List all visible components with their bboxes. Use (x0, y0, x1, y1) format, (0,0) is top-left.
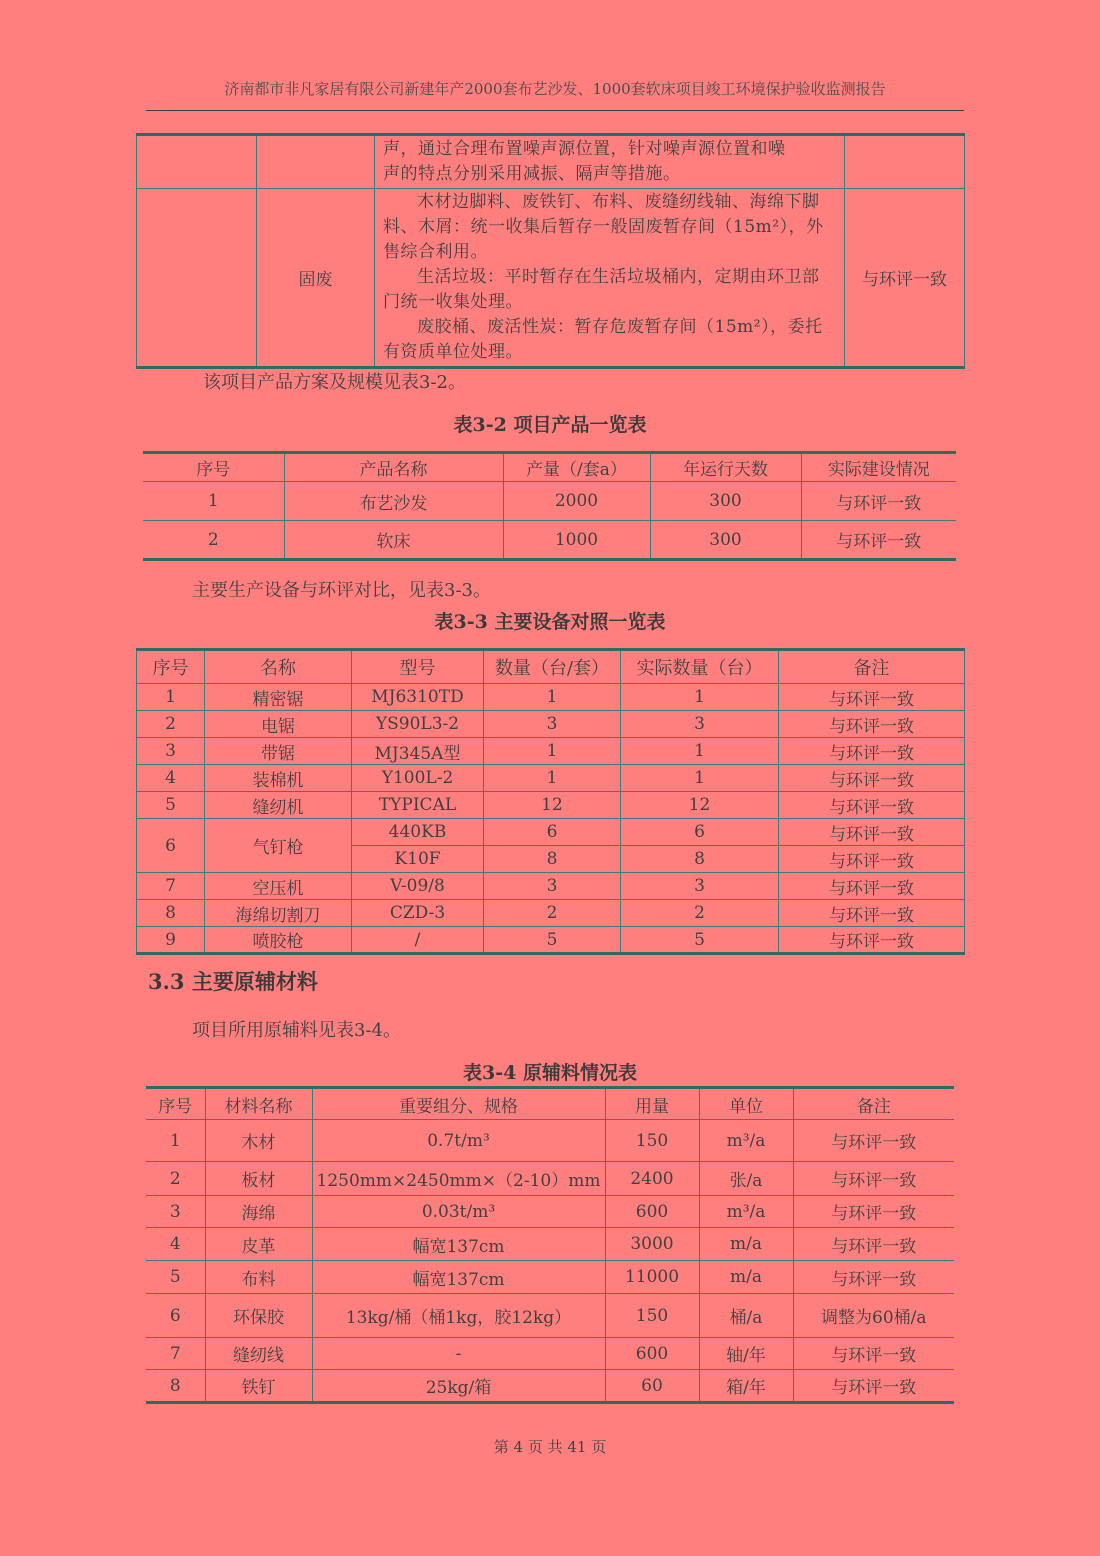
cell: 2 (621, 900, 779, 927)
cell: 与环评一致 (793, 1228, 954, 1261)
cell: 3 (621, 711, 779, 738)
intro-table-3-2: 该项目产品方案及规模见表3-2。 (203, 372, 466, 393)
cell: 与环评一致 (793, 1261, 954, 1294)
noise-measures-text (375, 135, 845, 189)
table-row (137, 738, 965, 765)
cell: MJ345A型 (352, 738, 484, 765)
empty-cell (845, 135, 965, 189)
cell: 25kg/箱 (312, 1370, 605, 1403)
cell: 0.7t/m³ (312, 1120, 605, 1162)
cell: 软床 (284, 521, 503, 560)
cell: 1 (143, 482, 284, 521)
header-cell: 产品名称 (284, 453, 503, 482)
table-row (137, 927, 965, 954)
cell: 1 (484, 738, 621, 765)
cell: 箱/年 (699, 1370, 793, 1403)
header-cell: 序号 (146, 1088, 205, 1120)
table-row (146, 1120, 954, 1162)
cell: 8 (137, 900, 205, 927)
cell: 与环评一致 (801, 521, 956, 560)
cell: m³/a (699, 1120, 793, 1162)
cell: 1 (137, 684, 205, 711)
cell: 带锯 (205, 738, 352, 765)
cell: K10F (352, 846, 484, 873)
cell: 3 (137, 738, 205, 765)
cell: 0.03t/m³ (312, 1196, 605, 1228)
cell: 2 (484, 900, 621, 927)
measures-table-continuation (136, 133, 965, 369)
cell: 张/a (699, 1162, 793, 1196)
materials-table (146, 1086, 954, 1404)
table-row (137, 711, 965, 738)
cell: 电锯 (205, 711, 352, 738)
cell: 5 (621, 927, 779, 954)
table-row (137, 900, 965, 927)
cell: 60 (605, 1370, 699, 1403)
cell: 2000 (503, 482, 650, 521)
intro-table-3-3: 主要生产设备与环评对比，见表3-3。 (192, 580, 491, 601)
table-row (137, 765, 965, 792)
table-3-3-caption: 表3-3 主要设备对照一览表 (434, 611, 666, 633)
cell: 3 (484, 711, 621, 738)
cell: 2400 (605, 1162, 699, 1196)
cell: 150 (605, 1294, 699, 1338)
cell: 与环评一致 (801, 482, 956, 521)
cell: - (312, 1338, 605, 1370)
cell: 6 (146, 1294, 205, 1338)
cell: 与环评一致 (779, 900, 965, 927)
cell: 与环评一致 (779, 846, 965, 873)
products-table (143, 451, 956, 561)
cell: 与环评一致 (793, 1162, 954, 1196)
table-row (146, 1261, 954, 1294)
cell: 5 (146, 1261, 205, 1294)
cell: 1 (621, 684, 779, 711)
cell: 幅宽137cm (312, 1228, 605, 1261)
table-header-row (146, 1088, 954, 1120)
cell: 3000 (605, 1228, 699, 1261)
cell: 布料 (205, 1261, 312, 1294)
cell: 7 (137, 873, 205, 900)
table-row (146, 1294, 954, 1338)
cell: 1 (621, 765, 779, 792)
cell: 木材 (205, 1120, 312, 1162)
cell: 600 (605, 1196, 699, 1228)
cell: 8 (621, 846, 779, 873)
text-paragraph: 废胶桶、废活性炭：暂存危废暂存间（15m²），委托有资质单位处理。 (383, 317, 823, 362)
text-paragraph: 木材边脚料、废铁钉、布料、废缝纫线轴、海绵下脚料、木屑：统一收集后暂存一般固废暂存间（15m²），外售综合利用。 (383, 192, 824, 262)
section-heading-3-3: 3.3 主要原辅材料 (148, 969, 318, 994)
cell: 300 (650, 521, 801, 560)
cell: 海绵切割刀 (205, 900, 352, 927)
cell: 与环评一致 (793, 1120, 954, 1162)
header-cell: 序号 (143, 453, 284, 482)
cell: 1 (621, 738, 779, 765)
header-cell: 数量（台/套） (484, 650, 621, 684)
cell: 6 (621, 819, 779, 846)
cell: 1250mm×2450mm×（2-10）mm (312, 1162, 605, 1196)
cell: 精密锯 (205, 684, 352, 711)
table-header-row (137, 650, 965, 684)
empty-cell (137, 135, 257, 189)
table-header-row (143, 453, 956, 482)
cell: 调整为60桶/a (793, 1294, 954, 1338)
header-cell: 实际建设情况 (801, 453, 956, 482)
cell: 5 (484, 927, 621, 954)
cell: 12 (484, 792, 621, 819)
cell: 气钉枪 (205, 819, 352, 873)
cell: 与环评一致 (779, 819, 965, 846)
cell: 布艺沙发 (284, 482, 503, 521)
cell: 8 (146, 1370, 205, 1403)
solid-waste-measures (375, 189, 845, 368)
cell: CZD-3 (352, 900, 484, 927)
cell: 13kg/桶（桶1kg，胶12kg） (312, 1294, 605, 1338)
cell: Y100L-2 (352, 765, 484, 792)
table-row (143, 482, 956, 521)
header-cell: 名称 (205, 650, 352, 684)
cell: 6 (484, 819, 621, 846)
cell: 板材 (205, 1162, 312, 1196)
header-cell: 重要组分、规格 (312, 1088, 605, 1120)
cell: 环保胶 (205, 1294, 312, 1338)
cell: 喷胶枪 (205, 927, 352, 954)
header-cell: 备注 (779, 650, 965, 684)
cell: 空压机 (205, 873, 352, 900)
equipment-table (136, 648, 965, 955)
cell: 与环评一致 (779, 711, 965, 738)
header-cell: 年运行天数 (650, 453, 801, 482)
header-cell: 单位 (699, 1088, 793, 1120)
cell: 12 (621, 792, 779, 819)
cell: 2 (143, 521, 284, 560)
cell: 8 (484, 846, 621, 873)
cell: 3 (146, 1196, 205, 1228)
cell: 缝纫机 (205, 792, 352, 819)
header-cell: 备注 (793, 1088, 954, 1120)
cell: 缝纫线 (205, 1338, 312, 1370)
cell: 1 (484, 765, 621, 792)
solid-waste-result: 与环评一致 (845, 189, 965, 368)
cell: 150 (605, 1120, 699, 1162)
table-row (146, 1338, 954, 1370)
text-line: 声的特点分别采用减振、隔声等措施。 (383, 164, 681, 184)
cell: TYPICAL (352, 792, 484, 819)
table-row (146, 1196, 954, 1228)
table-row (137, 684, 965, 711)
cell: / (352, 927, 484, 954)
header-cell: 实际数量（台） (621, 650, 779, 684)
cell: 与环评一致 (793, 1338, 954, 1370)
cell: V-09/8 (352, 873, 484, 900)
cell: 2 (137, 711, 205, 738)
text-line: 声，通过合理布置噪声源位置，针对噪声源位置和噪 (383, 139, 786, 159)
table-row (137, 873, 965, 900)
cell: 6 (137, 819, 205, 873)
table-row (143, 521, 956, 560)
header-cell: 用量 (605, 1088, 699, 1120)
empty-cell (137, 189, 257, 368)
cell: 与环评一致 (779, 792, 965, 819)
table-row (146, 1228, 954, 1261)
cell: 2 (146, 1162, 205, 1196)
cell: 3 (621, 873, 779, 900)
cell: YS90L3-2 (352, 711, 484, 738)
table-row (137, 792, 965, 819)
text-paragraph: 生活垃圾：平时暂存在生活垃圾桶内，定期由环卫部门统一收集处理。 (383, 267, 820, 312)
cell: 与环评一致 (779, 873, 965, 900)
empty-cell (257, 135, 375, 189)
cell: 与环评一致 (779, 738, 965, 765)
cell: 与环评一致 (793, 1370, 954, 1403)
cell: 与环评一致 (779, 927, 965, 954)
cell: 桶/a (699, 1294, 793, 1338)
cell: 1000 (503, 521, 650, 560)
cell: 300 (650, 482, 801, 521)
table-row (137, 819, 965, 846)
cell: m³/a (699, 1196, 793, 1228)
cell: 3 (484, 873, 621, 900)
table-3-4-caption: 表3-4 原辅料情况表 (463, 1062, 637, 1084)
intro-table-3-4: 项目所用原辅料见表3-4。 (192, 1020, 401, 1041)
cell: 440KB (352, 819, 484, 846)
cell: m/a (699, 1261, 793, 1294)
cell: 轴/年 (699, 1338, 793, 1370)
cell: 与环评一致 (793, 1196, 954, 1228)
cell: 幅宽137cm (312, 1261, 605, 1294)
table-row (146, 1162, 954, 1196)
cell: 与环评一致 (779, 684, 965, 711)
cell: 11000 (605, 1261, 699, 1294)
cell: 1 (146, 1120, 205, 1162)
header-cell: 型号 (352, 650, 484, 684)
table-row (146, 1370, 954, 1403)
page-header: 济南都市非凡家居有限公司新建年产2000套布艺沙发、1000套软床项目竣工环境保护验收监测报告 (224, 80, 886, 98)
cell: 与环评一致 (779, 765, 965, 792)
cell: 海绵 (205, 1196, 312, 1228)
cell: 4 (137, 765, 205, 792)
page-footer: 第 4 页 共 41 页 (493, 1438, 607, 1456)
cell: 600 (605, 1338, 699, 1370)
cell: 装棉机 (205, 765, 352, 792)
cell: 1 (484, 684, 621, 711)
cell: m/a (699, 1228, 793, 1261)
cell: 铁钉 (205, 1370, 312, 1403)
solid-waste-label: 固废 (257, 189, 375, 368)
cell: 9 (137, 927, 205, 954)
cell: MJ6310TD (352, 684, 484, 711)
header-cell: 产量（/套a） (503, 453, 650, 482)
header-rule (146, 110, 964, 111)
cell: 4 (146, 1228, 205, 1261)
header-cell: 序号 (137, 650, 205, 684)
table-3-2-caption: 表3-2 项目产品一览表 (453, 414, 647, 436)
cell: 皮革 (205, 1228, 312, 1261)
cell: 7 (146, 1338, 205, 1370)
cell: 5 (137, 792, 205, 819)
header-cell: 材料名称 (205, 1088, 312, 1120)
